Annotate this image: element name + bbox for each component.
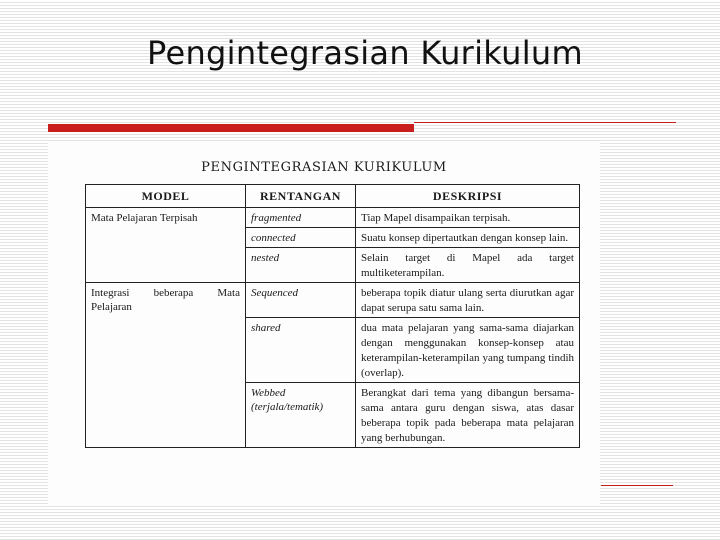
rentangan-cell: Webbed (terjala/tematik) — [246, 383, 356, 448]
rentangan-cell: Sequenced — [246, 283, 356, 318]
deskripsi-cell: dua mata pelajaran yang sama-sama diajarkan dengan menggunakan konsep-konsep atau keterampilan-keterampilan yang tumpang tindih (overlap). — [356, 318, 580, 383]
title-underline-bar — [48, 124, 414, 132]
rentangan-cell: fragmented — [246, 208, 356, 228]
document-heading: PENGINTEGRASIAN KURIKULUM — [201, 160, 447, 175]
model-cell: Integrasi beberapa Mata Pelajaran — [86, 283, 246, 448]
scanned-document — [48, 142, 600, 506]
slide-title: Pengintegrasian Kurikulum — [147, 34, 583, 72]
rentangan-cell: connected — [246, 228, 356, 248]
model-cell: Mata Pelajaran Terpisah — [86, 208, 246, 283]
column-header-model: MODEL — [86, 185, 246, 208]
curriculum-table — [85, 184, 580, 448]
footer-accent-line — [601, 485, 673, 486]
deskripsi-cell: Selain target di Mapel ada target multiketerampilan. — [356, 248, 580, 283]
deskripsi-cell: Suatu konsep dipertautkan dengan konsep lain. — [356, 228, 580, 248]
rentangan-cell: nested — [246, 248, 356, 283]
table-header-row — [86, 185, 580, 208]
deskripsi-cell: Berangkat dari tema yang dibangun bersama-sama antara guru dengan siswa, atas dasar beberapa topik pada beberapa mata pelajaran yang berhubungan. — [356, 383, 580, 448]
deskripsi-cell: Tiap Mapel disampaikan terpisah. — [356, 208, 580, 228]
table-row — [86, 283, 580, 318]
column-header-deskripsi: DESKRIPSI — [356, 185, 580, 208]
title-underline-line — [414, 122, 676, 123]
rentangan-cell: shared — [246, 318, 356, 383]
table-row — [86, 208, 580, 228]
column-header-rentangan: RENTANGAN — [246, 185, 356, 208]
deskripsi-cell: beberapa topik diatur ulang serta diurutkan agar dapat serupa satu sama lain. — [356, 283, 580, 318]
